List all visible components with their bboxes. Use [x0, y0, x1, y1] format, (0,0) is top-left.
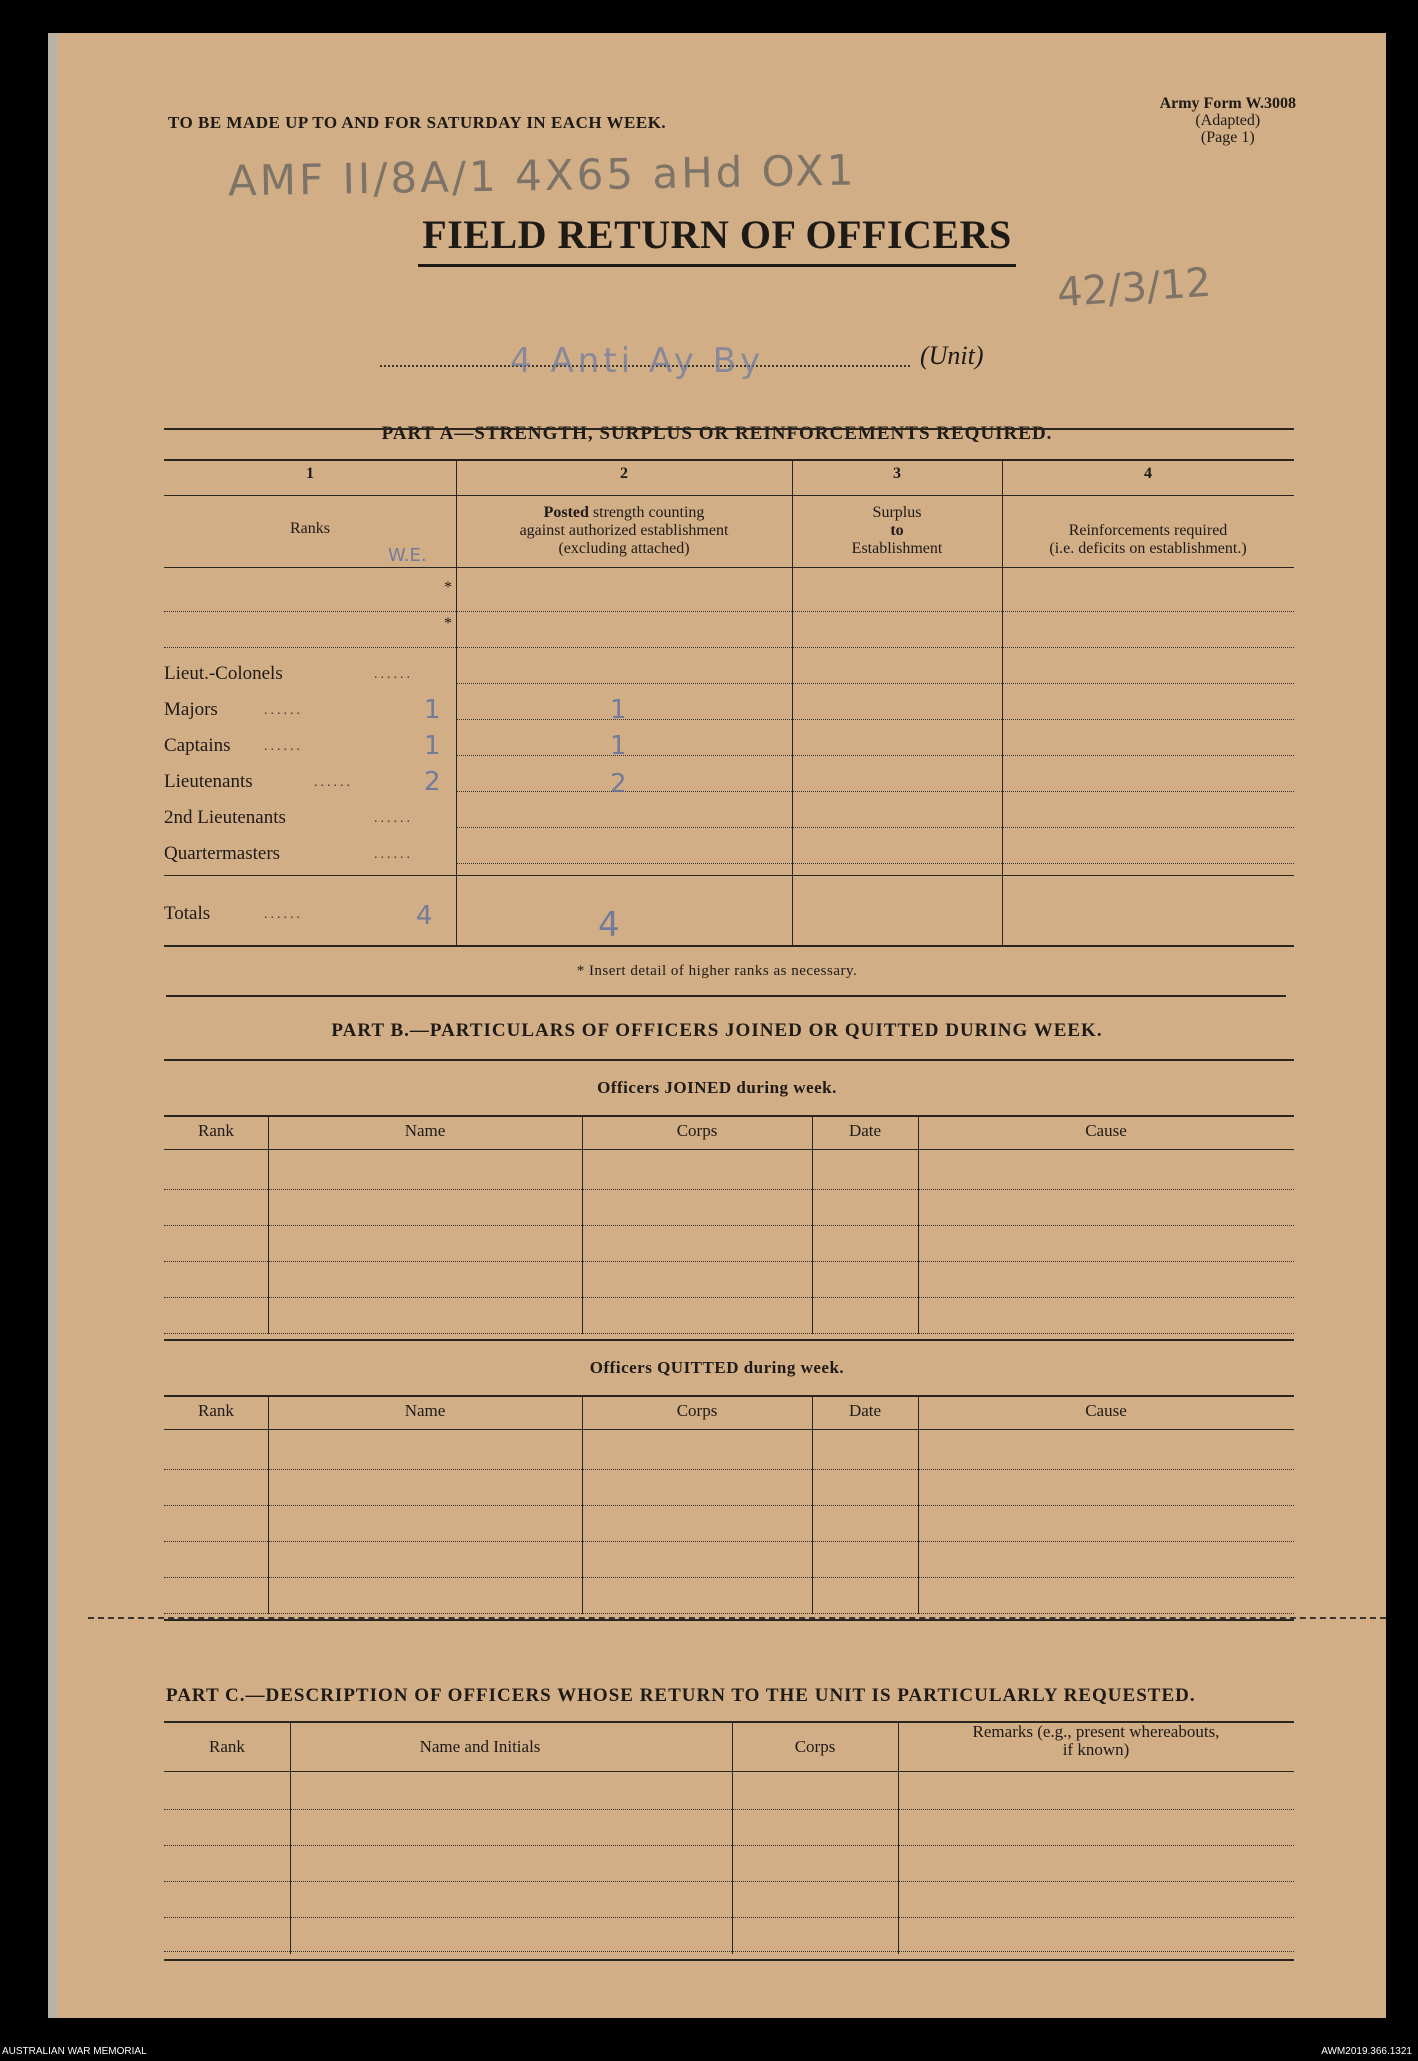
part-c-col-remarks — [898, 1723, 1294, 1759]
remarks-line2: if known) — [1062, 1740, 1130, 1759]
handwritten-reference: AMF II/8A/1 4X65 aHd OX1 — [227, 145, 857, 206]
unit-handwritten: 4 Anti Ay By — [510, 341, 765, 381]
posted-bold: Posted — [543, 504, 589, 521]
quitted-col-date: Date — [848, 1401, 882, 1420]
part-a-heading: PART A—STRENGTH, SURPLUS OR REINFORCEMENTS REQUIRED. — [381, 423, 1053, 444]
part-b-heading: PART B.—PARTICULARS OF OFFICERS JOINED OR QUITTED DURING WEEK. — [331, 1020, 1103, 1041]
col-ranks-header: Ranks — [290, 520, 330, 537]
instruction-text: TO BE MADE UP TO AND FOR SATURDAY IN EACH WEEK. — [168, 113, 667, 132]
posted-line3: (excluding attached) — [558, 540, 690, 557]
form-title-text: FIELD RETURN OF OFFICERS — [418, 211, 1015, 267]
left-margin-strip — [48, 33, 58, 2018]
col-number-1: 1 — [306, 465, 314, 482]
posted-line2: against authorized establishment — [519, 522, 729, 539]
form-paper — [48, 33, 1386, 2018]
reinf-line1: Reinforcements required — [1068, 522, 1228, 539]
footer-credit: AUSTRALIAN WAR MEMORIAL — [2, 2046, 147, 2057]
quitted-col-rank: Rank — [198, 1401, 234, 1420]
part-c-col-corps: Corps — [794, 1737, 836, 1756]
unit-label: (Unit) — [920, 341, 984, 370]
footnote: * Insert detail of higher ranks as necessary. — [576, 963, 858, 979]
army-form-page: (Page 1) — [1200, 129, 1255, 146]
reinf-line2: (i.e. deficits on establishment.) — [1049, 540, 1247, 557]
quitted-col-cause: Cause — [1085, 1401, 1127, 1420]
surplus-line1: Surplus — [872, 504, 922, 521]
joined-col-cause: Cause — [1085, 1121, 1127, 1140]
quitted-col-name: Name — [404, 1401, 446, 1420]
rank-label-captains: Captains — [164, 735, 231, 756]
we-captains: 1 — [424, 731, 441, 761]
posted-lieutenants: 2 — [610, 769, 627, 799]
posted-majors: 1 — [610, 695, 627, 725]
army-form-adapted: (Adapted) — [1195, 112, 1261, 129]
col-number-4: 4 — [1144, 465, 1152, 482]
leader-dots: ...... — [374, 811, 413, 826]
we-majors: 1 — [424, 695, 441, 725]
posted-captains: 1 — [610, 731, 627, 761]
star-mark-2: * — [444, 615, 452, 632]
part-c-table — [48, 33, 1386, 1973]
joined-title: Officers JOINED during week. — [597, 1078, 837, 1097]
col-number-3: 3 — [893, 465, 901, 482]
joined-col-date: Date — [848, 1121, 882, 1140]
joined-col-corps: Corps — [676, 1121, 718, 1140]
quitted-col-corps: Corps — [676, 1401, 718, 1420]
part-c-col-rank: Rank — [209, 1737, 245, 1756]
rank-label-quartermasters: Quartermasters — [164, 843, 281, 864]
leader-dots: ...... — [374, 847, 413, 862]
rank-label-lt-colonels: Lieut.-Colonels — [164, 663, 283, 684]
leader-dots: ...... — [314, 775, 353, 790]
totals-we: 4 — [416, 901, 433, 931]
posted-rest: strength counting — [588, 504, 705, 521]
rank-label-2nd-lieutenants: 2nd Lieutenants — [164, 807, 286, 828]
joined-col-name: Name — [404, 1121, 446, 1140]
part-c-heading: PART C.—DESCRIPTION OF OFFICERS WHOSE RETURN TO THE UNIT IS PARTICULARLY REQUESTED. — [166, 1685, 1196, 1706]
col-number-2: 2 — [620, 465, 628, 482]
part-c-col-name: Name and Initials — [419, 1737, 541, 1756]
quitted-title: Officers QUITTED during week. — [589, 1358, 845, 1377]
totals-label: Totals — [164, 903, 211, 924]
surplus-line2: to — [890, 522, 904, 539]
rank-label-lieutenants: Lieutenants — [164, 771, 253, 792]
we-lieutenants: 2 — [424, 767, 441, 797]
leader-dots: ...... — [264, 703, 303, 718]
joined-col-rank: Rank — [198, 1121, 234, 1140]
remarks-line1: Remarks (e.g., present whereabouts, — [972, 1722, 1220, 1741]
rank-label-majors: Majors — [164, 699, 218, 720]
handwritten-we: W.E. — [388, 545, 427, 566]
leader-dots: ...... — [264, 739, 303, 754]
totals-posted: 4 — [598, 905, 620, 945]
handwritten-date: 42/3/12 — [1055, 259, 1213, 317]
surplus-line3: Establishment — [851, 540, 943, 557]
star-mark-1: * — [444, 579, 452, 596]
army-form-line: Army Form W.3008 — [1159, 95, 1296, 112]
footer-accession-number: AWM2019.366.1321 — [1321, 2046, 1412, 2057]
leader-dots: ...... — [374, 667, 413, 682]
leader-dots: ...... — [264, 907, 303, 922]
